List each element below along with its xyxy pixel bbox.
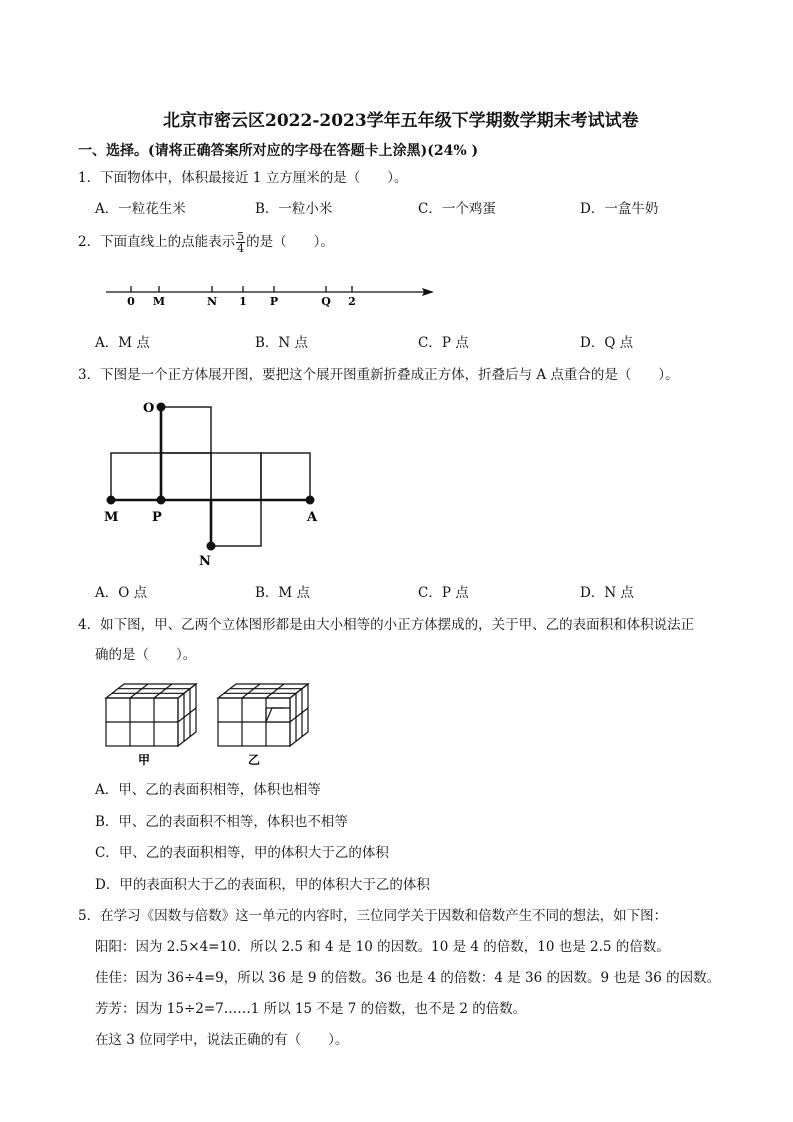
label-p: P (152, 510, 162, 525)
solid-figures-diagram (100, 678, 320, 772)
net-square-2 (161, 453, 211, 500)
point-n (207, 542, 216, 551)
question-1-stem: 1．下面物体中，体积最接近 1 立方厘米的是（ ）。 (78, 170, 408, 186)
line-label-1: 1 (239, 295, 247, 308)
question-5-stem: 5．在学习《因数与倍数》这一单元的内容时，三位同学关于因数和倍数产生不同的想法，如下图： (78, 908, 668, 924)
point-p (157, 496, 166, 505)
label-m: M (104, 510, 119, 525)
q3-option-a[interactable]: A．O 点 (95, 585, 148, 601)
line-label-n: N (206, 295, 218, 308)
number-line (100, 278, 440, 312)
fraction-five-fourths (236, 231, 245, 254)
q5-question: 在这 3 位同学中，说法正确的有（ ）。 (95, 1032, 349, 1048)
fraction-denominator: 4 (237, 242, 245, 255)
q2-option-b[interactable]: B．N 点 (255, 335, 309, 351)
line-label-m: M (152, 295, 166, 308)
point-m (107, 496, 116, 505)
q4-option-d[interactable]: D．甲的表面积大于乙的表面积，甲的体积大于乙的体积 (95, 877, 430, 893)
figure-jia (106, 684, 196, 746)
question-2-stem (78, 230, 334, 254)
q2-stem-before: 2．下面直线上的点能表示 (78, 234, 236, 250)
cube-net-diagram (95, 393, 335, 573)
line-label-q: Q (321, 295, 331, 308)
q3-option-b[interactable]: B．M 点 (255, 585, 311, 601)
page-title: 北京市密云区2022-2023学年五年级下学期数学期末考试试卷 (163, 111, 639, 131)
line-label-p: P (269, 295, 279, 308)
q1-option-d[interactable]: D．一盒牛奶 (580, 201, 659, 217)
label-yi: 乙 (247, 753, 261, 767)
q5-statement-fangfang: 芳芳：因为 15÷2=7……1 所以 15 不是 7 的倍数，也不是 2 的倍数。 (95, 1001, 527, 1017)
net-square-bottom (211, 500, 261, 546)
q2-stem-after: 的是（ ）。 (246, 234, 334, 250)
label-jia: 甲 (137, 753, 151, 767)
fraction-numerator: 5 (237, 230, 245, 243)
figure-yi (218, 684, 308, 746)
net-square-3 (211, 453, 261, 500)
label-n: N (199, 554, 211, 569)
label-a: A (307, 510, 318, 525)
label-o: O (143, 401, 155, 416)
q2-option-d[interactable]: D．Q 点 (580, 335, 634, 351)
q1-option-c[interactable]: C．一个鸡蛋 (418, 201, 496, 217)
question-4-stem-line2: 确的是（ ）。 (95, 647, 197, 663)
q4-option-b[interactable]: B．甲、乙的表面积不相等，体积也不相等 (95, 814, 348, 830)
question-3-stem: 3．下图是一个正方体展开图，要把这个展开图重新折叠成正方体，折叠后与 A 点重合的是（ ）。 (78, 367, 679, 383)
point-a (306, 496, 315, 505)
q5-statement-yangyang: 阳阳：因为 2.5×4=10．所以 2.5 和 4 是 10 的因数。10 是 4 的倍数，10 也是 2.5 的倍数。 (95, 939, 670, 955)
point-o (157, 403, 166, 412)
line-label-0: 0 (127, 295, 135, 308)
q3-option-d[interactable]: D．N 点 (580, 585, 634, 601)
q3-option-c[interactable]: C．P 点 (418, 585, 469, 601)
q1-option-b[interactable]: B．一粒小米 (255, 201, 333, 217)
net-square-1 (111, 453, 161, 500)
q1-option-a[interactable]: A．一粒花生米 (95, 201, 186, 217)
q2-option-a[interactable]: A．M 点 (95, 335, 150, 351)
q4-option-c[interactable]: C．甲、乙的表面积相等，甲的体积大于乙的体积 (95, 845, 389, 861)
section-heading: 一、选择。(请将正确答案所对应的字母在答题卡上涂黑)(24% ) (78, 143, 479, 159)
line-label-2: 2 (348, 295, 356, 308)
net-square-4 (261, 453, 310, 500)
question-4-stem-line1: 4．如下图，甲、乙两个立体图形都是由大小相等的小正方体摆成的，关于甲、乙的表面积和体积说法正 (78, 617, 695, 633)
q4-option-a[interactable]: A．甲、乙的表面积相等，体积也相等 (95, 782, 321, 798)
net-square-top (161, 407, 211, 453)
q2-option-c[interactable]: C．P 点 (418, 335, 469, 351)
q5-statement-jiajia: 佳佳：因为 36÷4=9，所以 36 是 9 的倍数。36 也是 4 的倍数：4 是 36 的因数。9 也是 36 的因数。 (95, 970, 721, 986)
